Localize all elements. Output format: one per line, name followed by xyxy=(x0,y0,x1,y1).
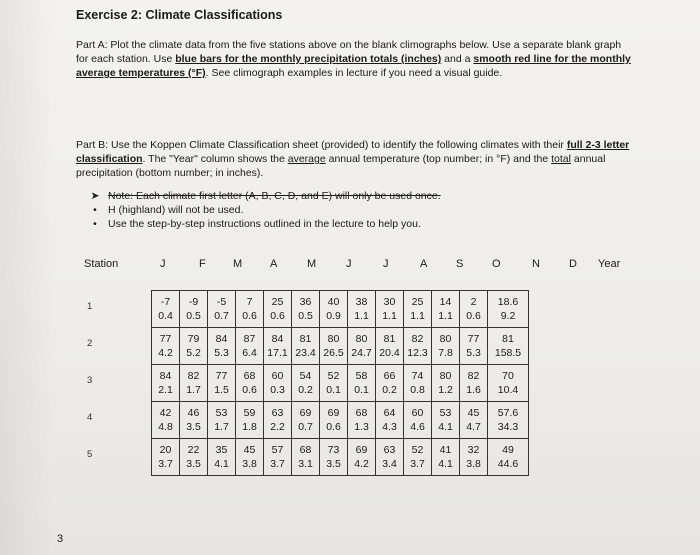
precipitation-value: 0.5 xyxy=(186,310,201,322)
part-b-mid2: annual temperature (top number; in °F) and the xyxy=(325,153,552,165)
precipitation-value: 0.7 xyxy=(214,310,229,322)
column-header: J xyxy=(346,258,352,270)
part-a-tail: . See climograph examples in lecture if you need a visual guide. xyxy=(205,67,503,79)
data-cell xyxy=(180,365,208,402)
part-a-paragraph xyxy=(76,38,636,80)
precipitation-value: 3.5 xyxy=(326,458,341,470)
data-cell xyxy=(404,365,432,402)
data-cell xyxy=(152,328,180,365)
data-cell xyxy=(208,291,236,328)
precipitation-value: 0.6 xyxy=(270,310,285,322)
page-shadow xyxy=(0,0,55,555)
column-header: J xyxy=(383,258,389,270)
precipitation-value: 3.5 xyxy=(186,421,201,433)
temperature-value: 20 xyxy=(159,444,172,456)
climate-data-table xyxy=(151,290,529,476)
temperature-value: 80 xyxy=(327,333,340,345)
data-cell xyxy=(152,291,180,328)
table-row xyxy=(152,291,529,328)
data-cell xyxy=(460,365,488,402)
temperature-value: 80 xyxy=(355,333,368,345)
part-b-full-classification: full 2-3 letter classification xyxy=(76,139,630,165)
data-cell xyxy=(348,291,376,328)
data-cell xyxy=(376,439,404,476)
table-row xyxy=(152,402,529,439)
data-cell xyxy=(208,365,236,402)
precipitation-value: 0.9 xyxy=(326,310,341,322)
precipitation-value: 1.7 xyxy=(214,421,229,433)
data-cell xyxy=(236,402,264,439)
temperature-value: -7 xyxy=(160,296,171,308)
data-cell xyxy=(292,365,320,402)
data-cell xyxy=(208,402,236,439)
temperature-value: 80 xyxy=(439,370,452,382)
temperature-value: 22 xyxy=(187,444,200,456)
precipitation-value: 3.7 xyxy=(270,458,285,470)
data-cell xyxy=(376,402,404,439)
temperature-value: 57 xyxy=(271,444,284,456)
temperature-value: -5 xyxy=(216,296,227,308)
data-cell xyxy=(180,402,208,439)
precipitation-value: 0.6 xyxy=(242,384,257,396)
temperature-value: 69 xyxy=(299,407,312,419)
temperature-value: 45 xyxy=(243,444,256,456)
temperature-value: 64 xyxy=(383,407,396,419)
temperature-value: 87 xyxy=(243,333,256,345)
list-item-text: H (highland) will not be used. xyxy=(108,204,244,216)
temperature-value: 69 xyxy=(327,407,340,419)
precipitation-value: 4.2 xyxy=(354,458,369,470)
data-cell xyxy=(432,365,460,402)
temperature-value: 32 xyxy=(467,444,480,456)
column-header: O xyxy=(492,258,501,270)
list-item-text: Note: Each climate first letter (A, B, C, D, and E) will only be used once. xyxy=(108,190,441,202)
data-cell xyxy=(208,328,236,365)
temperature-value: 35 xyxy=(215,444,228,456)
data-cell xyxy=(236,439,264,476)
temperature-value: 68 xyxy=(355,407,368,419)
list-item xyxy=(90,217,441,231)
data-cell xyxy=(320,402,348,439)
temperature-value: 80 xyxy=(439,333,452,345)
part-b-average: average xyxy=(287,153,326,165)
temperature-value: 25 xyxy=(411,296,424,308)
precipitation-value: 1.1 xyxy=(438,310,453,322)
temperature-value: 58 xyxy=(355,370,368,382)
temperature-value: 70 xyxy=(502,370,514,382)
precipitation-value: 1.1 xyxy=(382,310,397,322)
column-header: F xyxy=(199,258,206,270)
temperature-value: 52 xyxy=(411,444,424,456)
precipitation-value: 4.1 xyxy=(438,421,453,433)
precipitation-value: 0.2 xyxy=(382,384,397,396)
temperature-value: 73 xyxy=(327,444,340,456)
part-a-blue-bars: blue bars for the monthly precipitation totals (inches) xyxy=(175,53,442,65)
data-cell xyxy=(236,291,264,328)
precipitation-value: 1.2 xyxy=(438,384,453,396)
precipitation-value: 3.7 xyxy=(158,458,173,470)
temperature-value: 69 xyxy=(355,444,368,456)
data-cell xyxy=(460,328,488,365)
data-cell xyxy=(152,365,180,402)
precipitation-value: 0.1 xyxy=(326,384,341,396)
precipitation-value: 1.7 xyxy=(186,384,201,396)
temperature-value: 59 xyxy=(243,407,256,419)
instruction-list xyxy=(90,189,441,231)
precipitation-value: 1.5 xyxy=(214,384,229,396)
temperature-value: -9 xyxy=(188,296,199,308)
column-header: M xyxy=(307,258,317,270)
precipitation-value: 5.3 xyxy=(214,347,229,359)
precipitation-value: 4.7 xyxy=(466,421,481,433)
list-item xyxy=(90,203,441,217)
column-header: A xyxy=(420,258,428,270)
precipitation-value: 5.3 xyxy=(466,347,481,359)
data-cell xyxy=(292,328,320,365)
data-cell xyxy=(488,365,529,402)
part-b-lead: Part B: Use the Koppen Climate Classification sheet (provided) to identify the following climates with their xyxy=(76,139,567,151)
temperature-value: 68 xyxy=(243,370,256,382)
temperature-value: 79 xyxy=(187,333,200,345)
precipitation-value: 6.4 xyxy=(242,347,257,359)
data-cell xyxy=(376,291,404,328)
precipitation-value: 2.2 xyxy=(270,421,285,433)
temperature-value: 68 xyxy=(299,444,312,456)
data-cell xyxy=(320,291,348,328)
precipitation-value: 4.2 xyxy=(158,347,173,359)
precipitation-value: 0.2 xyxy=(298,384,313,396)
temperature-value: 30 xyxy=(383,296,396,308)
temperature-value: 46 xyxy=(187,407,200,419)
temperature-value: 36 xyxy=(299,296,312,308)
temperature-value: 18.6 xyxy=(497,296,519,308)
temperature-value: 82 xyxy=(467,370,480,382)
precipitation-value: 0.4 xyxy=(158,310,173,322)
precipitation-value: 17.1 xyxy=(267,347,288,359)
part-b-total: total xyxy=(551,153,571,165)
precipitation-value: 1.1 xyxy=(410,310,425,322)
part-a-red-line: smooth red line for the monthly average temperatures (°F) xyxy=(76,53,631,79)
precipitation-value: 0.6 xyxy=(242,310,257,322)
station-number: 4 xyxy=(87,412,93,423)
temperature-value: 40 xyxy=(327,296,340,308)
data-cell xyxy=(320,365,348,402)
data-cell xyxy=(152,402,180,439)
data-cell xyxy=(432,439,460,476)
data-cell xyxy=(320,439,348,476)
precipitation-value: 0.8 xyxy=(410,384,425,396)
data-cell xyxy=(152,439,180,476)
data-cell xyxy=(292,291,320,328)
part-a-mid: and a xyxy=(441,53,474,65)
temperature-value: 42 xyxy=(159,407,172,419)
data-cell xyxy=(488,402,529,439)
precipitation-value: 0.7 xyxy=(298,421,313,433)
precipitation-value: 1.1 xyxy=(354,310,369,322)
column-header: J xyxy=(160,258,166,270)
part-b-mid1: . The "Year" column shows the xyxy=(142,153,288,165)
precipitation-value: 4.1 xyxy=(214,458,229,470)
data-cell xyxy=(488,439,529,476)
precipitation-value: 4.8 xyxy=(158,421,173,433)
temperature-value: 57.6 xyxy=(497,407,519,419)
column-header: A xyxy=(270,258,278,270)
data-cell xyxy=(264,291,292,328)
temperature-value: 45 xyxy=(467,407,480,419)
page-number: 3 xyxy=(57,533,64,545)
precipitation-value: 34.3 xyxy=(497,421,519,433)
data-cell xyxy=(488,291,529,328)
exercise-title: Exercise 2: Climate Classifications xyxy=(76,8,283,22)
data-cell xyxy=(208,439,236,476)
table-row xyxy=(152,365,529,402)
arrow-bullet-icon: ➤ xyxy=(90,190,100,202)
station-number: 5 xyxy=(87,449,93,460)
temperature-value: 77 xyxy=(215,370,228,382)
temperature-value: 84 xyxy=(215,333,228,345)
precipitation-value: 44.6 xyxy=(497,458,519,470)
table-row xyxy=(152,439,529,476)
data-cell xyxy=(460,402,488,439)
temperature-value: 81 xyxy=(383,333,396,345)
temperature-value: 74 xyxy=(411,370,424,382)
precipitation-value: 3.1 xyxy=(298,458,313,470)
data-cell xyxy=(264,328,292,365)
temperature-value: 49 xyxy=(502,444,514,456)
temperature-value: 66 xyxy=(383,370,396,382)
data-cell xyxy=(460,291,488,328)
bullet-icon: • xyxy=(93,218,97,230)
temperature-value: 52 xyxy=(327,370,340,382)
data-cell xyxy=(376,365,404,402)
temperature-value: 84 xyxy=(271,333,284,345)
data-cell xyxy=(404,402,432,439)
data-cell xyxy=(348,365,376,402)
precipitation-value: 3.5 xyxy=(186,458,201,470)
precipitation-value: 3.8 xyxy=(466,458,481,470)
precipitation-value: 158.5 xyxy=(494,347,522,359)
column-header: N xyxy=(532,258,540,270)
precipitation-value: 1.3 xyxy=(354,421,369,433)
station-number: 2 xyxy=(87,338,93,349)
data-cell xyxy=(432,291,460,328)
temperature-value: 81 xyxy=(299,333,312,345)
data-cell xyxy=(292,439,320,476)
data-cell xyxy=(488,328,529,365)
data-cell xyxy=(348,439,376,476)
precipitation-value: 4.1 xyxy=(438,458,453,470)
data-cell xyxy=(348,328,376,365)
data-cell xyxy=(180,439,208,476)
column-header: Year xyxy=(598,258,621,270)
precipitation-value: 4.6 xyxy=(410,421,425,433)
data-cell xyxy=(180,291,208,328)
data-cell xyxy=(236,365,264,402)
temperature-value: 41 xyxy=(439,444,452,456)
precipitation-value: 12.3 xyxy=(407,347,428,359)
temperature-value: 14 xyxy=(439,296,452,308)
temperature-value: 2 xyxy=(470,296,477,308)
precipitation-value: 0.5 xyxy=(298,310,313,322)
precipitation-value: 24.7 xyxy=(351,347,372,359)
data-cell xyxy=(180,328,208,365)
data-cell xyxy=(376,328,404,365)
data-cell xyxy=(404,439,432,476)
station-number: 1 xyxy=(87,301,93,312)
data-cell xyxy=(348,402,376,439)
precipitation-value: 3.7 xyxy=(410,458,425,470)
temperature-value: 82 xyxy=(187,370,200,382)
bullet-icon: • xyxy=(93,204,97,216)
precipitation-value: 23.4 xyxy=(295,347,316,359)
temperature-value: 63 xyxy=(383,444,396,456)
precipitation-value: 0.6 xyxy=(326,421,341,433)
data-cell xyxy=(432,328,460,365)
data-cell xyxy=(264,439,292,476)
temperature-value: 82 xyxy=(411,333,424,345)
data-cell xyxy=(404,328,432,365)
list-item-text: Use the step-by-step instructions outlined in the lecture to help you. xyxy=(108,218,421,230)
precipitation-value: 5.2 xyxy=(186,347,201,359)
precipitation-value: 0.1 xyxy=(354,384,369,396)
data-cell xyxy=(460,439,488,476)
precipitation-value: 0.3 xyxy=(270,384,285,396)
column-header: Station xyxy=(84,258,119,270)
temperature-value: 54 xyxy=(299,370,312,382)
temperature-value: 60 xyxy=(411,407,424,419)
data-cell xyxy=(236,328,264,365)
precipitation-value: 3.8 xyxy=(242,458,257,470)
column-header: D xyxy=(569,258,577,270)
temperature-value: 63 xyxy=(271,407,284,419)
table-row xyxy=(152,328,529,365)
temperature-value: 38 xyxy=(355,296,368,308)
list-item xyxy=(90,189,441,203)
temperature-value: 60 xyxy=(271,370,284,382)
data-cell xyxy=(264,402,292,439)
precipitation-value: 2.1 xyxy=(158,384,173,396)
precipitation-value: 1.8 xyxy=(242,421,257,433)
data-cell xyxy=(320,328,348,365)
temperature-value: 25 xyxy=(271,296,284,308)
precipitation-value: 7.8 xyxy=(438,347,453,359)
temperature-value: 77 xyxy=(467,333,480,345)
column-header: S xyxy=(456,258,464,270)
temperature-value: 53 xyxy=(215,407,228,419)
temperature-value: 81 xyxy=(502,333,514,345)
precipitation-value: 20.4 xyxy=(379,347,400,359)
temperature-value: 84 xyxy=(159,370,172,382)
part-b-paragraph xyxy=(76,138,636,180)
data-cell xyxy=(404,291,432,328)
precipitation-value: 4.3 xyxy=(382,421,397,433)
precipitation-value: 3.4 xyxy=(382,458,397,470)
station-number: 3 xyxy=(87,375,93,386)
precipitation-value: 9.2 xyxy=(500,310,516,322)
temperature-value: 77 xyxy=(159,333,172,345)
temperature-value: 7 xyxy=(246,296,253,308)
data-cell xyxy=(432,402,460,439)
column-header: M xyxy=(233,258,243,270)
data-cell xyxy=(264,365,292,402)
precipitation-value: 1.6 xyxy=(466,384,481,396)
part-b-tail: annual precipitation (bottom number; in inches). xyxy=(76,153,606,179)
part-a-lead: Part A: Plot the climate data from the five stations above on the blank climographs below. Use a separate blank graph for each station. Use xyxy=(76,39,622,65)
precipitation-value: 0.6 xyxy=(466,310,481,322)
precipitation-value: 10.4 xyxy=(497,384,519,396)
data-cell xyxy=(292,402,320,439)
precipitation-value: 26.5 xyxy=(323,347,344,359)
temperature-value: 53 xyxy=(439,407,452,419)
